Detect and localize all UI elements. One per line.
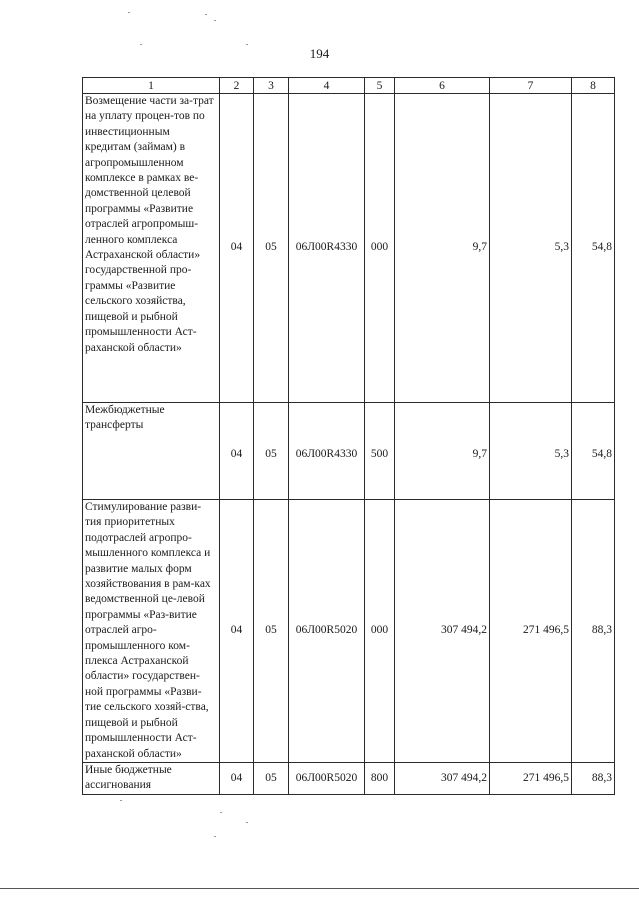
scan-speck (205, 14, 207, 15)
scan-speck (246, 44, 248, 45)
header-cell: 2 (220, 78, 254, 94)
header-cell: 1 (83, 78, 220, 94)
header-cell: 8 (572, 78, 615, 94)
budget-table (82, 77, 615, 795)
actual-amount: 5,3 (490, 403, 572, 500)
execution-percent: 54,8 (572, 94, 615, 403)
header-cell: 5 (365, 78, 395, 94)
table-row (83, 403, 615, 500)
scan-speck (214, 20, 216, 21)
subsection-code: 05 (254, 94, 289, 403)
scan-speck (120, 800, 122, 801)
table-row (83, 94, 615, 403)
header-cell: 4 (289, 78, 365, 94)
plan-amount: 9,7 (395, 403, 490, 500)
execution-percent: 54,8 (572, 403, 615, 500)
subsection-code: 05 (254, 762, 289, 794)
scan-speck (246, 822, 248, 823)
target-article-code: 06Л00R5020 (289, 762, 365, 794)
target-article-code: 06Л00R4330 (289, 94, 365, 403)
section-code: 04 (220, 403, 254, 500)
subsection-code: 05 (254, 500, 289, 763)
expense-type-code: 000 (365, 94, 395, 403)
expense-type-code: 800 (365, 762, 395, 794)
target-article-code: 06Л00R4330 (289, 403, 365, 500)
header-cell: 6 (395, 78, 490, 94)
table-row (83, 500, 615, 763)
subsection-code: 05 (254, 403, 289, 500)
actual-amount: 5,3 (490, 94, 572, 403)
row-description: Межбюджетные трансферты (83, 403, 220, 500)
scan-speck (214, 836, 216, 837)
execution-percent: 88,3 (572, 762, 615, 794)
scan-speck (128, 12, 130, 13)
plan-amount: 307 494,2 (395, 500, 490, 763)
page-bottom-edge (0, 888, 639, 889)
table-header-row (83, 78, 615, 94)
scan-speck (140, 44, 142, 45)
section-code: 04 (220, 94, 254, 403)
execution-percent: 88,3 (572, 500, 615, 763)
target-article-code: 06Л00R5020 (289, 500, 365, 763)
header-cell: 7 (490, 78, 572, 94)
row-description: Возмещение части за-трат на уплату процен-тов по инвестиционным кредитам (займам) в агропромышленном комплексе в рамках ве-домственной целевой программы «Развитие отраслей агропромыш-ленного комплекса Астраханской области» государственной про-граммы «Развитие сельского хозяйства, пищевой и рыбной промышленности Аст-раханской области» (83, 94, 220, 403)
expense-type-code: 500 (365, 403, 395, 500)
plan-amount: 9,7 (395, 94, 490, 403)
actual-amount: 271 496,5 (490, 500, 572, 763)
row-description: Стимулирование разви-тия приоритетных подотраслей агропро-мышленного комплекса и развитие малых форм хозяйствования в рам-ках ведомственной це-левой программы «Раз-витие отраслей агро-промышленного ком-плекса Астраханской области» государствен-ной программы «Разви-тие сельского хозяй-ства, пищевой и рыбной промышленности Аст-раханской области» (83, 500, 220, 763)
plan-amount: 307 494,2 (395, 762, 490, 794)
actual-amount: 271 496,5 (490, 762, 572, 794)
section-code: 04 (220, 500, 254, 763)
table-row (83, 762, 615, 794)
scan-speck (220, 812, 222, 813)
expense-type-code: 000 (365, 500, 395, 763)
header-cell: 3 (254, 78, 289, 94)
row-description: Иные бюджетные ассигнования (83, 762, 220, 794)
page-number: 194 (309, 46, 330, 61)
section-code: 04 (220, 762, 254, 794)
